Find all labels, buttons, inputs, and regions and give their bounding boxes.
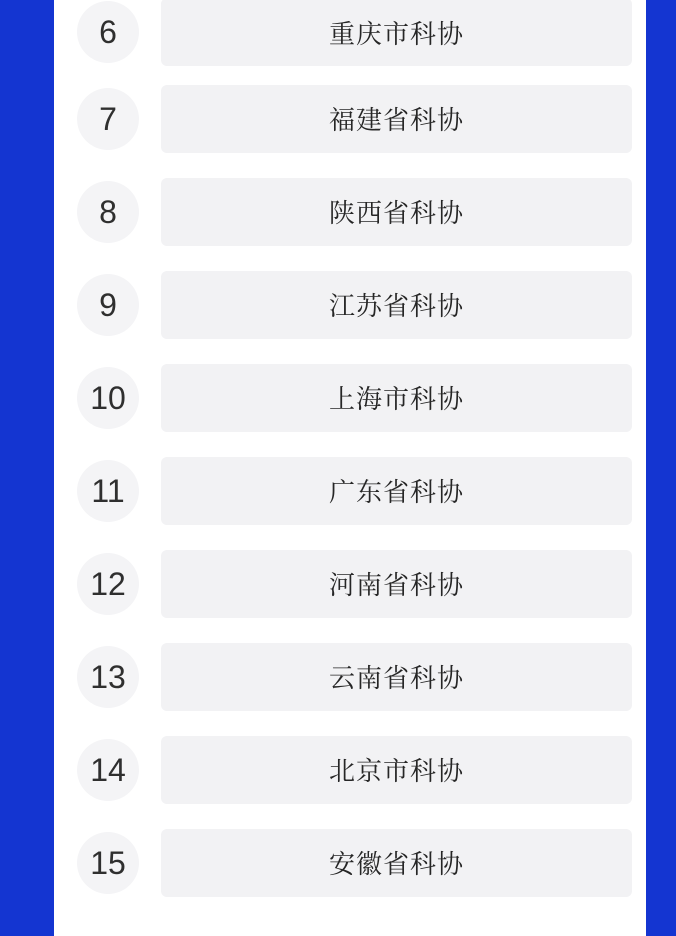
- rank-badge: 15: [77, 832, 139, 894]
- rank-name: 广东省科协: [328, 477, 464, 507]
- rank-name-bar[interactable]: [161, 550, 632, 618]
- rank-badge: 12: [77, 553, 139, 615]
- rank-name: 福建省科协: [328, 105, 464, 135]
- rank-name: 上海市科协: [328, 384, 464, 414]
- rank-name-bar[interactable]: [161, 457, 632, 525]
- rank-badge: 10: [77, 367, 139, 429]
- rank-name: 安徽省科协: [328, 849, 464, 879]
- rank-name: 陕西省科协: [328, 198, 464, 228]
- rank-badge: 8: [77, 181, 139, 243]
- list-item[interactable]: [54, 723, 646, 816]
- rank-name-bar[interactable]: [161, 85, 632, 153]
- rank-name-bar[interactable]: [161, 643, 632, 711]
- rank-badge: 13: [77, 646, 139, 708]
- rank-name-bar[interactable]: [161, 829, 632, 897]
- list-item[interactable]: [54, 351, 646, 444]
- rank-badge: 11: [77, 460, 139, 522]
- list-item[interactable]: [54, 258, 646, 351]
- rank-badge: 7: [77, 88, 139, 150]
- rank-name: 江苏省科协: [328, 291, 464, 321]
- rank-name: 云南省科协: [328, 663, 464, 693]
- ranking-list: [54, 0, 646, 909]
- list-item[interactable]: [54, 72, 646, 165]
- rank-name-bar[interactable]: [161, 736, 632, 804]
- list-item[interactable]: [54, 0, 646, 72]
- rank-name: 河南省科协: [328, 570, 464, 600]
- rank-name-bar[interactable]: [161, 364, 632, 432]
- rank-name: 北京市科协: [328, 756, 464, 786]
- rank-name-bar[interactable]: [161, 271, 632, 339]
- content-panel: [54, 0, 646, 936]
- rank-badge: 14: [77, 739, 139, 801]
- rank-badge: 6: [77, 1, 139, 63]
- list-item[interactable]: [54, 165, 646, 258]
- list-item[interactable]: [54, 444, 646, 537]
- rank-name: 重庆市科协: [328, 18, 464, 49]
- rank-name-bar[interactable]: [161, 178, 632, 246]
- list-item[interactable]: [54, 816, 646, 909]
- rank-name-bar[interactable]: [161, 0, 632, 66]
- rank-badge: 9: [77, 274, 139, 336]
- list-item[interactable]: [54, 630, 646, 723]
- list-item[interactable]: [54, 537, 646, 630]
